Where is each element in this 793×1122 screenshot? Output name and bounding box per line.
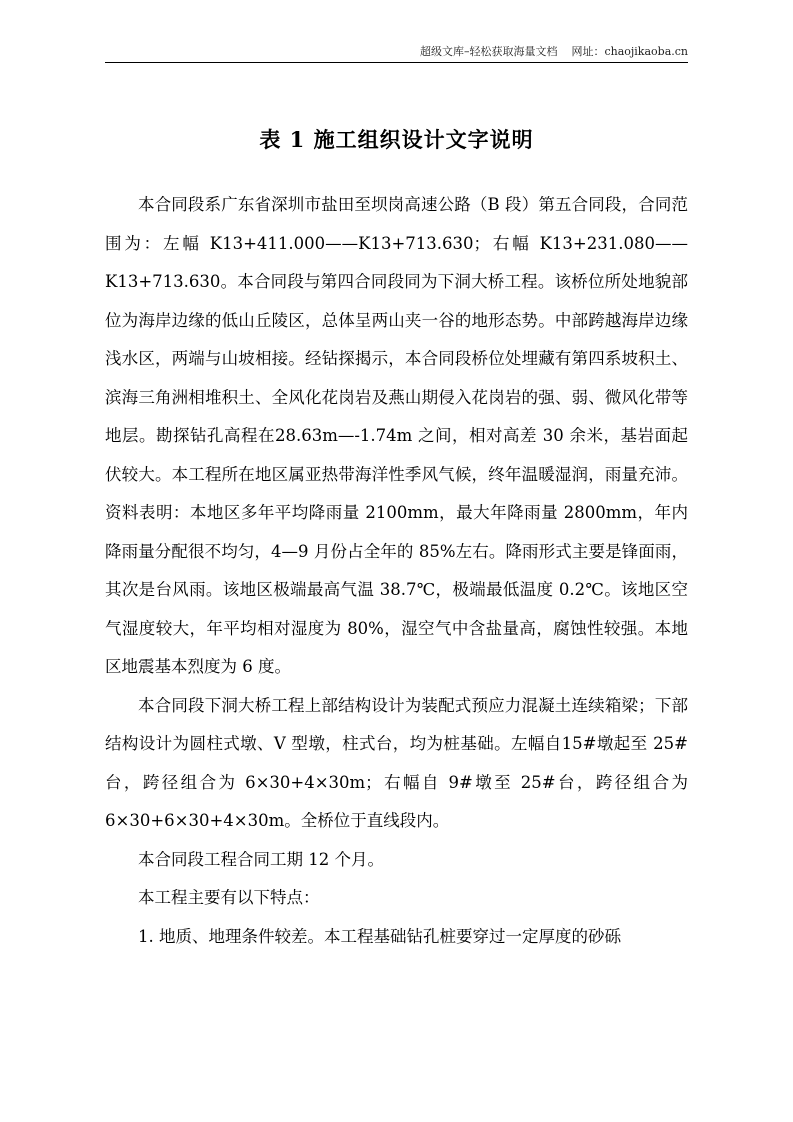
document-body — [105, 186, 688, 956]
paragraph-project-overview: 本合同段系广东省深圳市盐田至坝岗高速公路（B 段）第五合同段，合同范围为：左幅 K13+411.000——K13+713.630；右幅 K13+231.080——K13+713.630。本合同段与第四合同段同为下洞大桥工程。该桥位所处地貌部位为海岸边缘的低山丘陵区，总体呈两山夹一谷的地形态势。中部跨越海岸边缘浅水区，两端与山坡相接。经钻探揭示，本合同段桥位处埋藏有第四系坡积土、滨海三角洲相堆积土、全风化花岗岩及燕山期侵入花岗岩的强、弱、微风化带等地层。勘探钻孔高程在28.63m—-1.74m 之间，相对高差 30 余米，基岩面起伏较大。本工程所在地区属亚热带海洋性季风气候，终年温暖湿润，雨量充沛。资料表明：本地区多年平均降雨量 2100mm，最大年降雨量 2800mm，年内降雨量分配很不均匀，4—9 月份占全年的 85%左右。降雨形式主要是锋面雨，其次是台风雨。该地区极端最高气温 38.7℃，极端最低温度 0.2℃。该地区空气湿度较大，年平均相对湿度为 80%，湿空气中含盐量高，腐蚀性较强。本地区地震基本烈度为 6 度。 — [105, 195, 688, 676]
page-header — [105, 44, 688, 63]
paragraph-structure-design: 本合同段下洞大桥工程上部结构设计为装配式预应力混凝土连续箱梁；下部结构设计为圆柱式墩、V 型墩，柱式台，均为桩基础。左幅自15#墩起至 25#台，跨径组合为 6×30+4×30m；右幅自 9#墩至 25#台，跨径组合为 6×30+6×30+4×30m。全桥位于直线段内。 — [105, 695, 688, 830]
header-site: chaojikaoba.cn — [604, 45, 688, 58]
paragraph-features-intro: 本工程主要有以下特点： — [138, 888, 320, 907]
paragraph-feature-1: 1. 地质、地理条件较差。本工程基础钻孔桩要穿过一定厚度的砂砾 — [138, 926, 621, 946]
document-title: 表 1 施工组织设计文字说明 — [259, 127, 534, 152]
paragraph-contract-period: 本合同段工程合同工期 12 个月。 — [138, 849, 384, 869]
header-site-label: 网址： — [571, 45, 605, 58]
header-brand: 超级文库–轻松获取海量文档 — [419, 45, 558, 58]
